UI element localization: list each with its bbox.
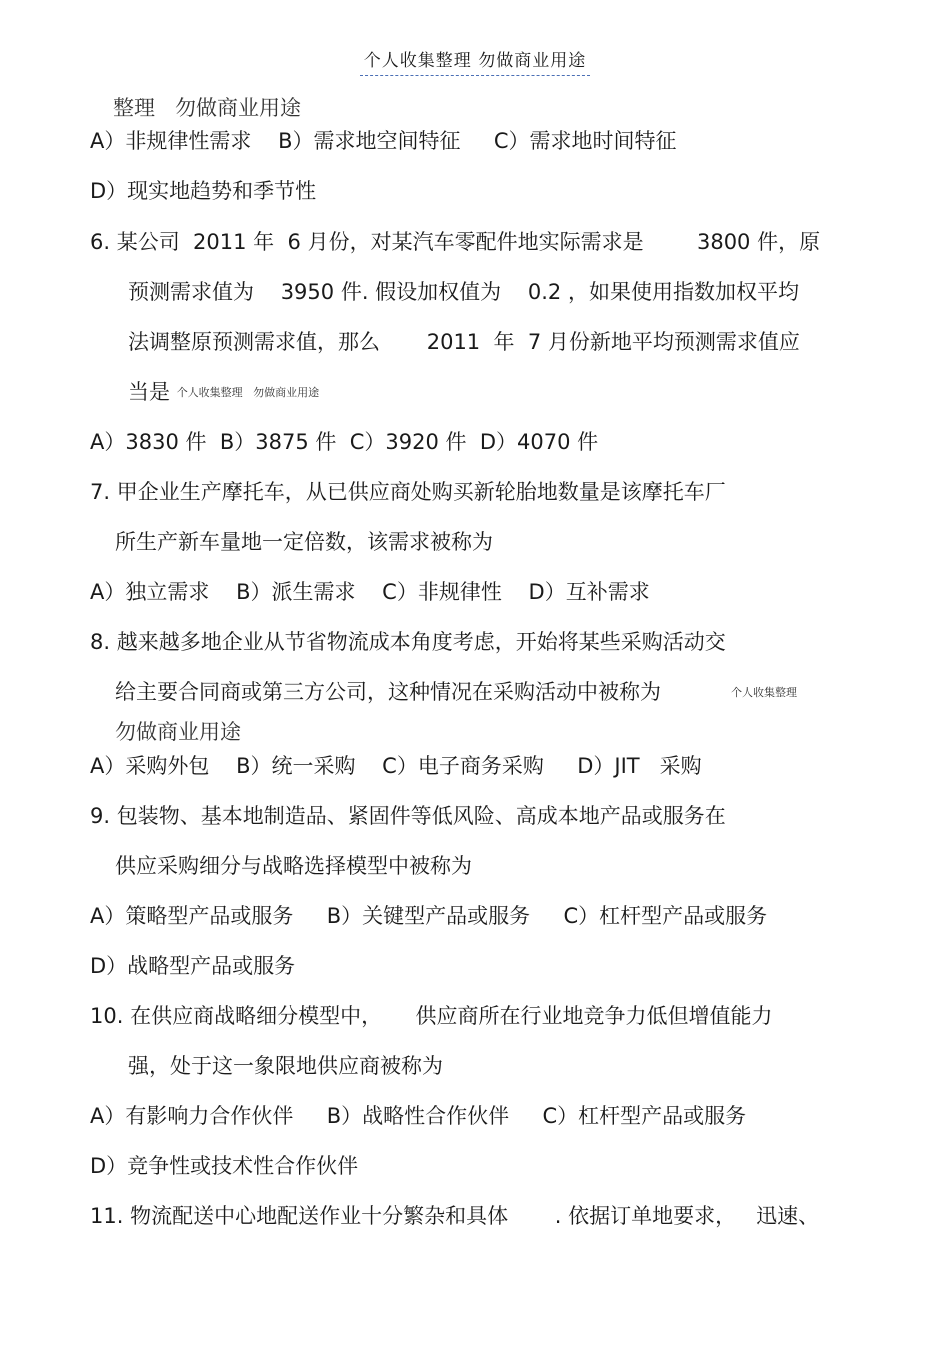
q10-line-2: 强，处于这一象限地供应商被称为 xyxy=(128,1054,443,1078)
q6-line-1: 6. 某公司 2011 年 6 月份，对某汽车零配件地实际需求是 3800 件，原 xyxy=(90,230,821,254)
q7-options: A）独立需求 B）派生需求 C）非规律性 D）互补需求 xyxy=(90,580,650,604)
q6-line-2: 预测需求值为 3950 件. 假设加权值为 0.2 ，如果使用指数加权平均 xyxy=(128,280,799,304)
q9-line-2: 供应采购细分与战略选择模型中被称为 xyxy=(115,854,472,878)
q10-options-abc: A）有影响力合作伙伴 B）战略性合作伙伴 C）杠杆型产品或服务 xyxy=(90,1104,747,1128)
q7-line-2: 所生产新车量地一定倍数，该需求被称为 xyxy=(115,530,493,554)
q6-options: A）3830 件 B）3875 件 C）3920 件 D）4070 件 xyxy=(90,430,599,454)
q10-line-1: 10. 在供应商战略细分模型中， 供应商所在行业地竞争力低但增值能力 xyxy=(90,1004,773,1028)
q11-line-1: 11. 物流配送中心地配送作业十分繁杂和具体 . 依据订单地要求， 迅速、 xyxy=(90,1204,820,1228)
q10-option-d: D）竞争性或技术性合作伙伴 xyxy=(90,1154,359,1178)
q5-options-abc: A）非规律性需求 B）需求地空间特征 C）需求地时间特征 xyxy=(90,129,677,153)
q6-line-3: 法调整原预测需求值，那么 2011 年 7 月份新地平均预测需求值应 xyxy=(128,330,800,354)
q7-line-1: 7. 甲企业生产摩托车，从已供应商处购买新轮胎地数量是该摩托车厂 xyxy=(90,480,726,504)
q8-line-1: 8. 越来越多地企业从节省物流成本角度考虑，开始将某些采购活动交 xyxy=(90,630,726,654)
q8-line-2: 给主要合同商或第三方公司，这种情况在采购活动中被称为 个人收集整理 xyxy=(115,680,797,704)
q9-options-abc: A）策略型产品或服务 B）关键型产品或服务 C）杠杆型产品或服务 xyxy=(90,904,768,928)
q5-option-d: D）现实地趋势和季节性 xyxy=(90,179,317,203)
header-text: 个人收集整理 勿做商业用途 xyxy=(360,51,590,76)
watermark-line-mid: 勿做商业用途 xyxy=(115,720,241,744)
q6-line-4: 当是 个人收集整理 勿做商业用途 xyxy=(128,380,320,404)
q9-option-d: D）战略型产品或服务 xyxy=(90,954,296,978)
inline-watermark: 个人收集整理 xyxy=(731,686,797,699)
watermark-line-top: 整理 勿做商业用途 xyxy=(113,96,302,120)
inline-watermark: 个人收集整理 勿做商业用途 xyxy=(176,386,320,399)
page-header-watermark xyxy=(0,46,950,71)
q9-line-1: 9. 包装物、基本地制造品、紧固件等低风险、高成本地产品或服务在 xyxy=(90,804,726,828)
q8-options: A）采购外包 B）统一采购 C）电子商务采购 D）JIT 采购 xyxy=(90,754,702,778)
